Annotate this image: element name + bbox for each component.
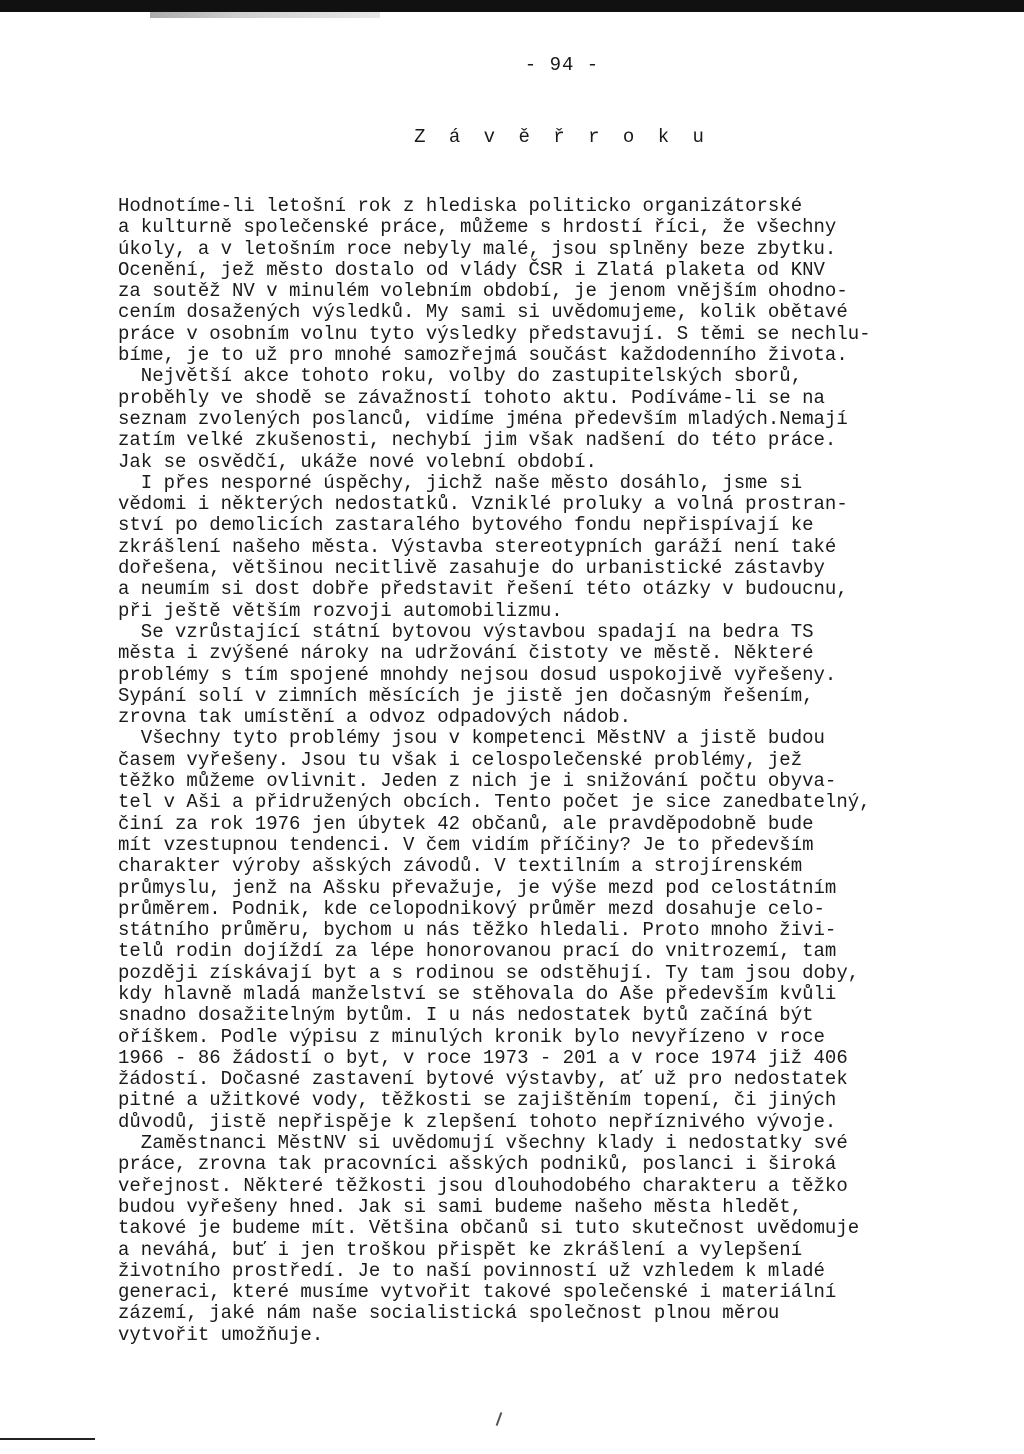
text-line: cením dosažených výsledků. My sami si uvědomujeme, kolik obětavé <box>118 301 848 324</box>
text-line: tel v Aši a přidružených obcích. Tento počet je sice zanedbatelný, <box>118 791 871 814</box>
text-line: těžko můžeme ovlivnit. Jeden z nich je i snižování počtu obyva- <box>118 770 837 793</box>
scan-artifact <box>150 12 380 18</box>
text-line: proběhly ve shodě se závažností tohoto aktu. Podíváme-li se na <box>118 386 825 409</box>
text-line: seznam zvolených poslanců, vidíme jména především mladých.Nemají <box>118 407 848 430</box>
text-line: ství po demolicích zastaralého bytového fondu nepřispívají ke <box>118 514 814 537</box>
text-line: charakter výroby ašských závodů. V textilním a strojírenském <box>118 855 803 878</box>
text-line: takové je budeme mít. Většina občanů si tuto skutečnost uvědomuje <box>118 1217 860 1240</box>
text-line: činí za rok 1976 jen úbytek 42 občanů, ale pravděpodobně bude <box>118 812 814 835</box>
text-line: Sypání solí v zimních měsících je jistě jen dočasným řešením, <box>118 684 814 707</box>
text-line: práce v osobním volnu tyto výsledky představují. S těmi se nechlu- <box>118 322 871 345</box>
text-line: zkrášlení našeho města. Výstavba stereotypních garáží není také <box>118 535 837 558</box>
text-line: Všechny tyto problémy jsou v kompetenci MěstNV a jistě budou <box>118 727 825 750</box>
text-line: vytvořit umožňuje. <box>118 1323 324 1346</box>
page-number: - 94 - <box>524 54 600 76</box>
text-line: za soutěž NV v minulém volebním období, je jenom vnějším ohodno- <box>118 280 848 303</box>
page-title: Z á v ě ř r o k u <box>414 126 710 148</box>
text-line: důvodů, jistě nepřispěje k zlepšení tohoto nepříznivého vývoje. <box>118 1110 837 1133</box>
text-line: kdy hlavně mladá manželství se stěhovala do Aše především kvůli <box>118 982 837 1005</box>
text-line: generaci, které musíme vytvořit takové společenské i materiální <box>118 1281 837 1304</box>
text-line: při ještě větším rozvoji automobilizmu. <box>118 599 563 622</box>
text-line: města i zvýšené nároky na udržování čistoty ve městě. Některé <box>118 642 814 665</box>
text-line: průměrem. Podnik, kde celopodnikový průměr mezd dosahuje celo- <box>118 897 825 920</box>
text-line: životního prostředí. Je to naší povinností už vzhledem k mladé <box>118 1259 825 1282</box>
text-line: Zaměstnanci MěstNV si uvědomují všechny klady i nedostatky své <box>118 1132 848 1155</box>
text-line: a neumím si dost dobře představit řešení této otázky v budoucnu, <box>118 578 848 601</box>
text-line: problémy s tím spojené mnohdy nejsou dosud uspokojivě vyřešeny. <box>118 663 837 686</box>
text-line: telů rodin dojíždí za lépe honorovanou prací do vnitrozemí, tam <box>118 940 837 963</box>
text-line: zrovna tak umístění a odvoz odpadových nádob. <box>118 706 632 729</box>
text-line: zázemí, jaké nám naše socialistická společnost plnou měrou <box>118 1302 780 1325</box>
text-line: budou vyřešeny hned. Jak si sami budeme našeho města hledět, <box>118 1195 803 1218</box>
scan-top-border <box>0 0 1024 12</box>
text-line: mít vzestupnou tendenci. V čem vidím příčiny? Je to především <box>118 833 814 856</box>
text-line: veřejnost. Některé těžkosti jsou dlouhodobého charakteru a těžko <box>118 1174 848 1197</box>
text-line: oříškem. Podle výpisu z minulých kronik bylo nevyřízeno v roce <box>118 1025 825 1048</box>
text-line: Ocenění, jež město dostalo od vlády ČSR i Zlatá plaketa od KNV <box>118 258 825 281</box>
text-line: Se vzrůstající státní bytovou výstavbou spadají na bedra TS <box>118 620 814 643</box>
text-line: bíme, je to už pro mnohé samozřejmá součást každodenního života. <box>118 344 848 367</box>
pen-mark <box>496 1412 503 1426</box>
text-line: pitné a užitkové vody, těžkosti se zajištěním topení, či jiných <box>118 1089 837 1112</box>
text-line: I přes nesporné úspěchy, jichž naše město dosáhlo, jsme si <box>118 471 803 494</box>
text-line: Jak se osvědčí, ukáže nové volební období. <box>118 450 597 473</box>
text-line: úkoly, a v letošním roce nebyly malé, jsou splněny beze zbytku. <box>118 237 837 260</box>
text-line: žádostí. Dočasné zastavení bytové výstavby, ať už pro nedostatek <box>118 1068 848 1091</box>
text-line: průmyslu, jenž na Ašsku převažuje, je výše mezd pod celostátním <box>118 876 837 899</box>
text-line: Největší akce tohoto roku, volby do zastupitelských sborů, <box>118 365 803 388</box>
text-line: časem vyřešeny. Jsou tu však i celospolečenské problémy, jež <box>118 748 803 771</box>
text-line: a neváhá, buť i jen troškou přispět ke zkrášlení a vylepšení <box>118 1238 803 1261</box>
text-line: státního průměru, bychom u nás těžko hledali. Proto mnoho živi- <box>118 919 837 942</box>
chronicle-body-text <box>118 196 968 1346</box>
text-line: 1966 - 86 žádostí o byt, v roce 1973 - 201 a v roce 1974 již 406 <box>118 1046 848 1069</box>
text-line: Hodnotíme-li letošní rok z hlediska politicko organizátorské <box>118 195 803 217</box>
text-line: a kulturně společenské práce, můžeme s hrdostí říci, že všechny <box>118 216 837 239</box>
text-line: práce, zrovna tak pracovníci ašských podniků, poslanci i široká <box>118 1153 837 1176</box>
scan-bottom-mark <box>0 1438 95 1440</box>
text-line: vědomi i některých nedostatků. Vzniklé proluky a volná prostran- <box>118 493 848 516</box>
text-line: dořešena, většinou necitlivě zasahuje do urbanistické zástavby <box>118 557 825 580</box>
text-line: zatím velké zkušenosti, nechybí jim však nadšení do této práce. <box>118 429 837 452</box>
text-line: později získávají byt a s rodinou se odstěhují. Ty tam jsou doby, <box>118 961 860 984</box>
text-line: snadno dosažitelným bytům. I u nás nedostatek bytů začíná být <box>118 1004 814 1027</box>
